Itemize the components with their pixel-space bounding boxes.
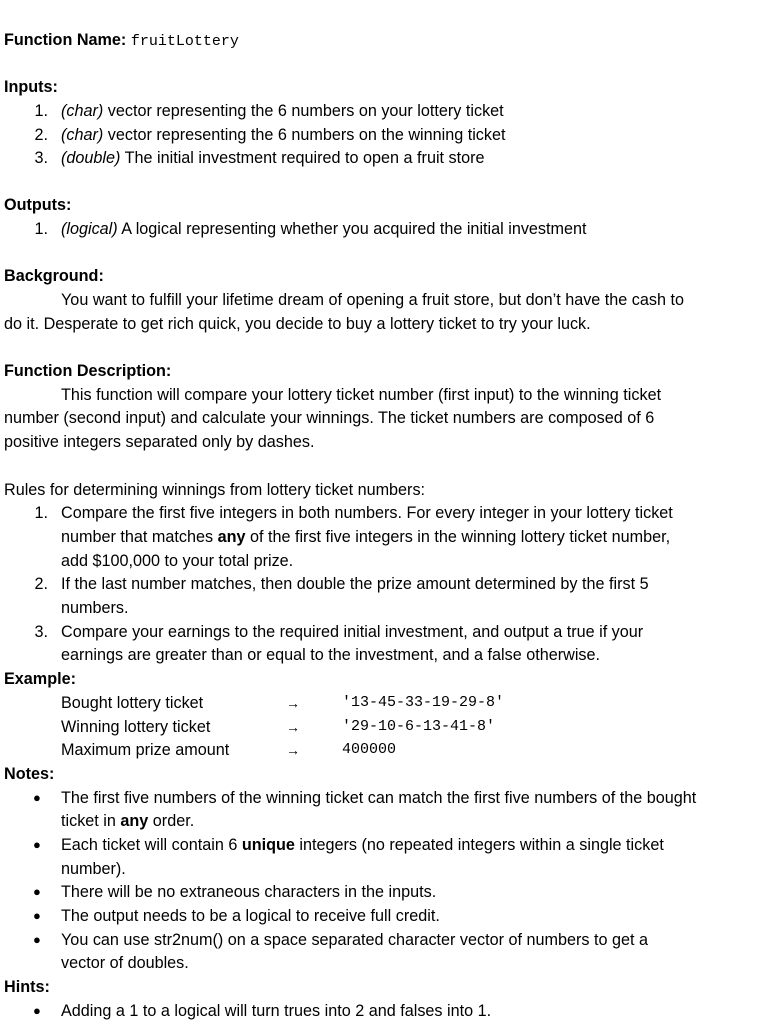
input-3	[61, 148, 485, 168]
input-1-type: (char)	[61, 102, 104, 120]
bullet-icon: ●	[33, 837, 41, 852]
arrow-right-icon: →	[286, 695, 300, 711]
bullet-icon: ●	[33, 790, 41, 805]
description-line-1: This function will compare your lottery ticket number (first input) to the winning ticket	[61, 386, 662, 404]
background-line-2: do it. Desperate to get rich quick, you decide to buy a lottery ticket to try your luck.	[4, 315, 591, 333]
description-line-2: number (second input) and calculate your winnings. The ticket numbers are composed of 6	[4, 409, 655, 427]
note-2-line-2: number).	[61, 860, 126, 878]
output-1	[61, 219, 587, 239]
example-value-bought: '13-45-33-19-29-8'	[342, 694, 505, 711]
input-1	[61, 101, 504, 121]
input-3-type: (double)	[61, 149, 121, 167]
rule-2-number: 2.	[34, 575, 48, 593]
note-1-emphasis: any	[120, 812, 149, 830]
function-name-line	[4, 30, 239, 52]
notes-heading: Notes:	[4, 765, 55, 783]
input-2-number: 2.	[34, 126, 48, 144]
input-2	[61, 125, 506, 145]
example-label-bought: Bought lottery ticket	[61, 694, 204, 712]
bullet-icon: ●	[33, 908, 41, 923]
note-3-line-1: There will be no extraneous characters in the inputs.	[61, 883, 437, 901]
input-1-text: vector representing the 6 numbers on your lottery ticket	[103, 102, 504, 120]
rule-3-number: 3.	[34, 623, 48, 641]
inputs-heading: Inputs:	[4, 78, 58, 96]
function-name-value: fruitLottery	[130, 33, 239, 50]
note-2-line-1	[61, 835, 664, 855]
rule-2-line-2: numbers.	[61, 599, 129, 617]
note-4-line-1: The output needs to be a logical to receive full credit.	[61, 907, 440, 925]
description-heading: Function Description:	[4, 362, 172, 380]
input-2-type: (char)	[61, 126, 104, 144]
rule-2-line-1: If the last number matches, then double the prize amount determined by the first 5	[61, 575, 649, 593]
example-heading: Example:	[4, 670, 76, 688]
example-label-winning: Winning lottery ticket	[61, 718, 211, 736]
rule-3-line-2: earnings are greater than or equal to the investment, and a false otherwise.	[61, 646, 601, 664]
note-5-line-2: vector of doubles.	[61, 954, 189, 972]
input-3-number: 3.	[34, 149, 48, 167]
example-value-winning: '29-10-6-13-41-8'	[342, 718, 496, 735]
arrow-right-icon: →	[286, 719, 300, 735]
description-line-3: positive integers separated only by dashes.	[4, 433, 315, 451]
rule-1-line-1: Compare the first five integers in both numbers. For every integer in your lottery ticket	[61, 504, 673, 522]
arrow-right-icon: →	[286, 742, 300, 758]
background-heading: Background:	[4, 267, 104, 285]
rule-1-line-2c: of the first five integers in the winning lottery ticket number,	[245, 528, 671, 546]
rule-3-line-1: Compare your earnings to the required initial investment, and output a true if your	[61, 623, 644, 641]
output-1-type: (logical)	[61, 220, 118, 238]
output-1-number: 1.	[34, 220, 48, 238]
rule-1-number: 1.	[34, 504, 48, 522]
function-name-label: Function Name:	[4, 31, 127, 49]
example-value-prize: 400000	[342, 741, 397, 758]
note-5-line-1: You can use str2num() on a space separated character vector of numbers to get a	[61, 931, 648, 949]
bullet-icon: ●	[33, 1003, 41, 1018]
rules-intro: Rules for determining winnings from lottery ticket numbers:	[4, 481, 426, 499]
bullet-icon: ●	[33, 932, 41, 947]
note-1-line-2c: order.	[148, 812, 195, 830]
output-1-text: A logical representing whether you acquired the initial investment	[117, 220, 587, 238]
rule-1-line-2a: number that matches	[61, 528, 218, 546]
input-1-number: 1.	[34, 102, 48, 120]
note-1-line-2a: ticket in	[61, 812, 121, 830]
hints-heading: Hints:	[4, 978, 50, 996]
note-2-line-1a: Each ticket will contain 6	[61, 836, 242, 854]
note-1-line-2	[61, 811, 194, 831]
bullet-icon: ●	[33, 884, 41, 899]
hint-1: Adding a 1 to a logical will turn trues into 2 and falses into 1.	[61, 1002, 492, 1020]
background-line-1: You want to fulfill your lifetime dream of opening a fruit store, but don’t have the cash to	[61, 291, 684, 309]
note-2-emphasis: unique	[241, 836, 295, 854]
note-2-line-1c: integers (no repeated integers within a single ticket	[294, 836, 664, 854]
rule-1-emphasis: any	[217, 528, 246, 546]
rule-1-line-3: add $100,000 to your total prize.	[61, 552, 294, 570]
note-1-line-1: The first five numbers of the winning ticket can match the first five numbers of the bought	[61, 789, 697, 807]
input-3-text: The initial investment required to open a fruit store	[120, 149, 485, 167]
rule-1-line-2	[61, 527, 670, 547]
outputs-heading: Outputs:	[4, 196, 72, 214]
example-label-prize: Maximum prize amount	[61, 741, 230, 759]
input-2-text: vector representing the 6 numbers on the winning ticket	[103, 126, 506, 144]
